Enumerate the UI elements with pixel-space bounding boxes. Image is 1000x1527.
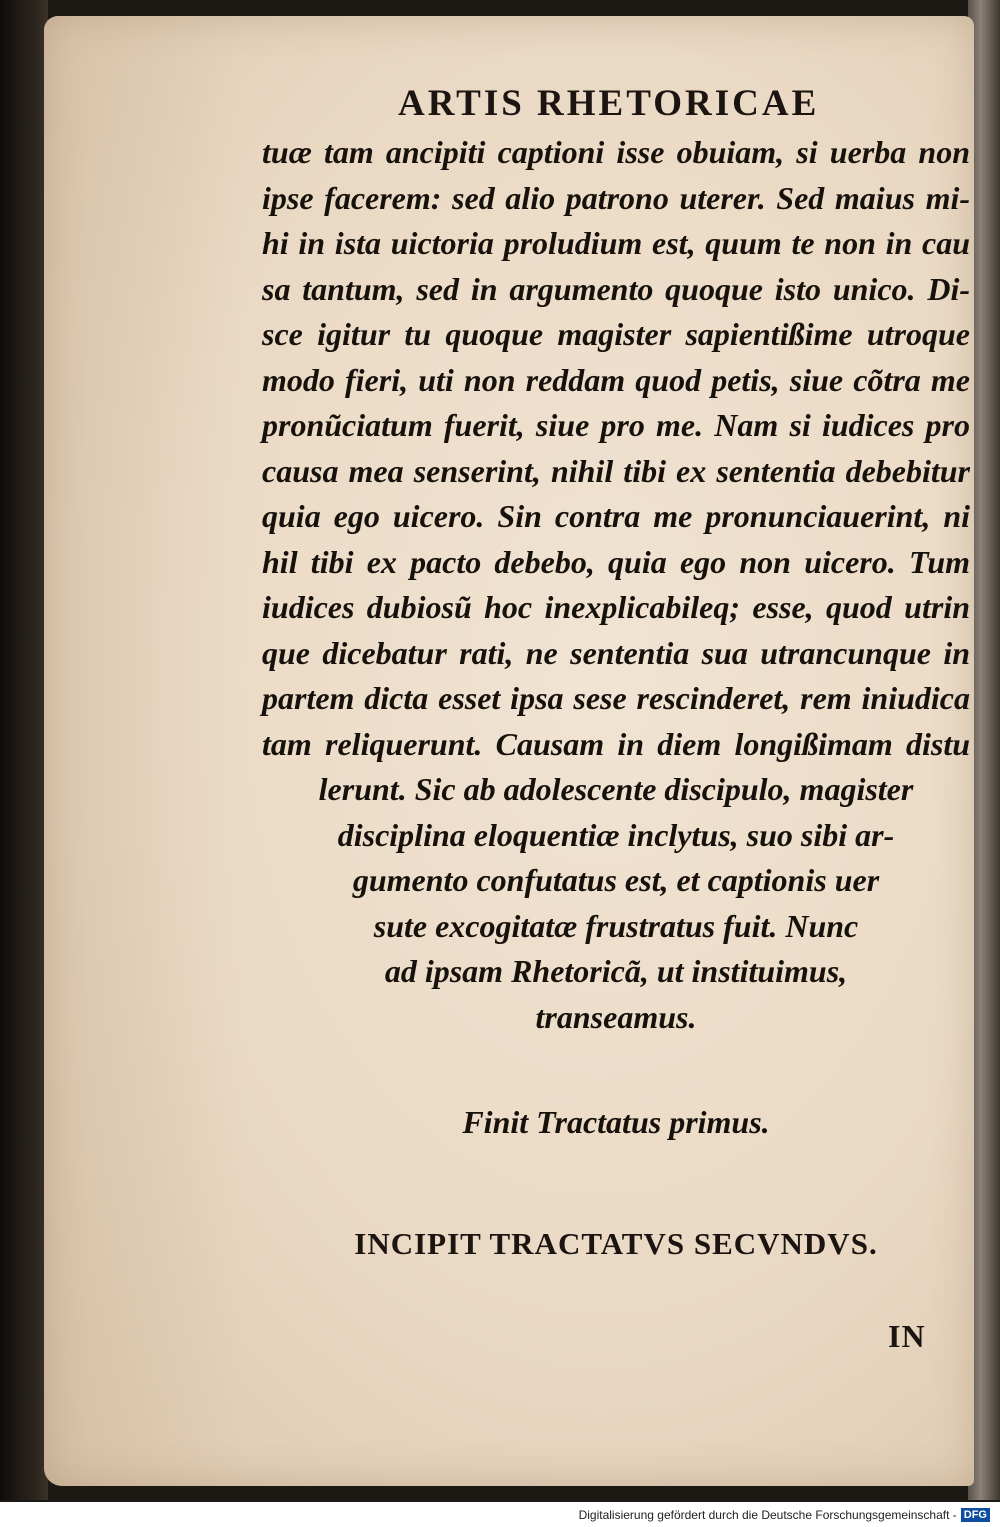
text-line: sce igitur tu quoque magister sapientißime utroque [262,316,970,352]
text-line: hil tibi ex pacto debebo, quia ego non uicero. Tum [262,543,970,580]
scan-edge-left [0,0,48,1500]
tail-line: gumento confutatus est, et captionis uer [352,862,880,898]
running-head: ARTIS RHETORICAE [398,83,820,124]
text-line: pronũciatum fuerit, siue pro me. Nam si iudices pro [262,407,970,443]
footer-credit [579,1505,990,1525]
catchword: IN [888,1318,926,1354]
page-stain [44,16,244,1486]
tail-line: disciplina eloquentiæ inclytus, suo sibi ar- [337,816,895,853]
text-line: sa tantum, sed in argumento quoque isto unico. Di- [262,270,970,307]
tail-line: transeamus. [535,998,697,1035]
text-line: iudices dubiosũ hoc inexplicabileq; esse, quod utrin [262,589,970,625]
text-line: que dicebatur rati, ne sententia sua utrancunque in [262,634,970,671]
tail-line: ad ipsam Rhetoricã, ut instituimus, [384,953,848,989]
text-line: ipse facerem: sed alio patrono uterer. Sed maius mi- [262,179,970,216]
text-line: quia ego uicero. Sin contra me pronunciauerint, ni [262,498,970,534]
text-line: causa mea senserint, nihil tibi ex sententia debebitur [262,452,970,489]
text-line: tam reliquerunt. Causam in diem longißimam distu [262,725,970,762]
text-line: tuæ tam ancipiti captioni isse obuiam, si uerba non [262,134,970,170]
footer-credit-text: Digitalisierung gefördert durch die Deutsche Forschungsgemeinschaft - [578,1508,957,1522]
body-text [262,130,970,1040]
text-line: partem dicta esset ipsa sese rescinderet, rem iniudica [262,680,970,716]
tail-line: sute excogitatæ frustratus fuit. Nunc [373,907,859,944]
text-line: hi in ista uictoria proludium est, quum te non in cau [262,225,970,261]
closing-line: Finit Tractatus primus. [462,1104,770,1140]
tail-line: lerunt. Sic ab adolescente discipulo, magister [318,771,914,807]
text-line: modo fieri, uti non reddam quod petis, siue cõtra me [262,361,970,398]
dfg-logo-icon[interactable]: DFG [961,1508,990,1522]
section-heading: INCIPIT TRACTATVS SECVNDVS. [354,1226,878,1261]
